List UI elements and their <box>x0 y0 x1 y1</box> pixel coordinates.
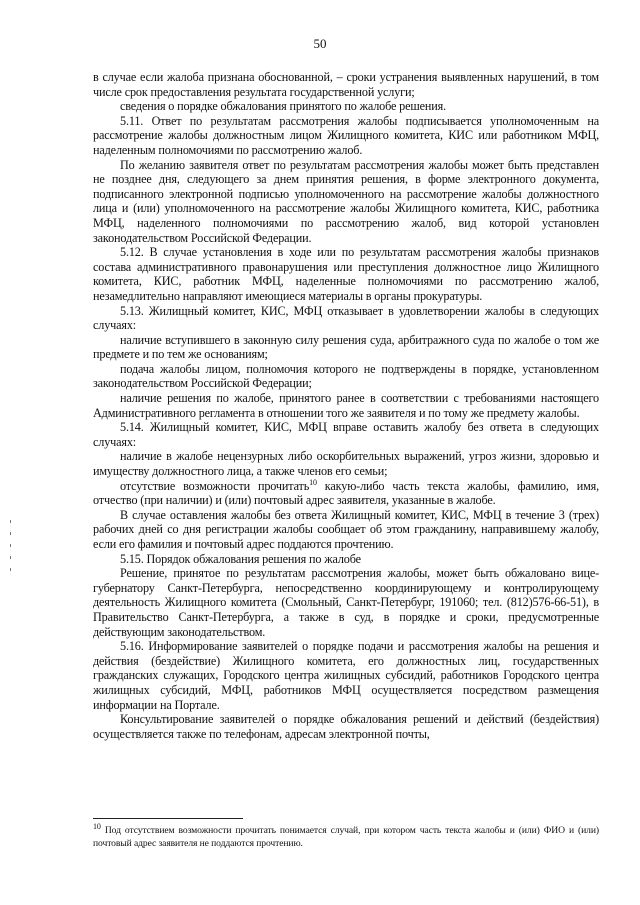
paragraph-5-12: 5.12. В случае установления в ходе или по результатам рассмотрения жалобы признаков состава административного правонарушения или преступления должностное лицо Жилищного комитета, КИС, работник МФЦ, наделенные полномочиями по рассмотрению жалоб, незамедлительно направляют имеющиеся материалы в органы прокуратуры. <box>93 245 599 303</box>
paragraph-5-16: 5.16. Информирование заявителей о порядке подачи и рассмотрения жалобы на решения и действия (бездействие) Жилищного комитета, его должностных лиц, государственных гражданских служащих, Городского центра жилищных субсидий, работников Городского центра жилищных субсидий, МФЦ, работников МФЦ осуществляется посредством размещения информации на Портале. <box>93 639 599 712</box>
page-number: 50 <box>313 36 327 51</box>
footnote <box>93 821 599 850</box>
paragraph-previous-decision: наличие решения по жалобе, принятого ранее в соответствии с требованиями настоящего Административного регламента в отношении того же заявителя и по тому же предмету жалобы. <box>93 391 599 420</box>
footnote-reference[interactable]: 10 <box>309 477 317 487</box>
paragraph-appeal-order-info: сведения о порядке обжалования принятого по жалобе решения. <box>120 99 446 114</box>
scan-mark <box>10 532 11 535</box>
scan-mark <box>10 556 11 559</box>
paragraph-unconfirmed-authority: подача жалобы лицом, полномочия которого не подтверждены в порядке, установленном законодательством Российской Федерации; <box>93 361 599 391</box>
paragraph-5-13: 5.13. Жилищный комитет, КИС, МФЦ отказывает в удовлетворении жалобы в следующих случаях: <box>93 303 599 333</box>
footnote-text: Под отсутствием возможности прочитать понимается случай, при котором часть текста жалобы и (или) ФИО и (или) почтовый адрес заявителя не поддаются прочтению. <box>93 825 599 849</box>
scan-mark <box>10 520 11 523</box>
scan-mark <box>10 568 11 571</box>
paragraph-5-15-heading: 5.15. Порядок обжалования решения по жалобе <box>120 551 361 566</box>
scan-margin-marks <box>8 520 14 600</box>
footnote-number: 10 <box>93 821 101 831</box>
paragraph-electronic-answer: По желанию заявителя ответ по результатам рассмотрения жалобы может быть представлен не позднее дня, следующего за днем принятия решения, в форме электронного документа, подписанного электронной подписью уполномоченного на рассмотрение жалобы должностного лица и (или) уполномоченного на рассмотрение жалобы Жилищного комитета, КИС, работника МФЦ, наделенного полномочиями по рассмотрению жалоб, вид которой установлен законодательством Российской Федерации. <box>93 157 599 245</box>
paragraph-decision-appeal: Решение, принятое по результатам рассмотрения жалобы, может быть обжаловано вице-губернатору Санкт-Петербурга, непосредственно координирующему и контролирующему деятельность Жилищного комитета (Смольный, Санкт-Петербург, 191060; тел. (812)576-66-51), в Правительство Санкт-Петербурга, а также в суд, в порядке и сроки, предусмотренные действующим законодательством. <box>93 566 599 639</box>
paragraph-5-14: 5.14. Жилищный комитет, КИС, МФЦ вправе оставить жалобу без ответа в следующих случаях: <box>93 420 599 449</box>
paragraph-5-11: 5.11. Ответ по результатам рассмотрения жалобы подписывается уполномоченным на рассмотрение жалобы должностным лицом Жилищного комитета, КИС или работником МФЦ, наделенным полномочиями по рассмотрению жалоб. <box>93 113 599 157</box>
footnote-divider <box>93 818 243 819</box>
paragraph-consultation: Консультирование заявителей о порядке обжалования решений и действий (бездействия) осуществляется также по телефонам, адресам электронной почты, <box>93 712 599 741</box>
unreadable-text-end: какую-либо часть текста жалобы, фамилию, имя, отчество (при наличии) и (или) почтовый адрес заявителя, указанные в жалобе. <box>93 478 599 508</box>
unreadable-text-start: отсутствие возможности прочитать <box>120 478 310 493</box>
document-body <box>93 70 599 741</box>
paragraph-grounds-continuation: в случае если жалоба признана обоснованной, – сроки устранения выявленных нарушений, в том числе срок предоставления результата государственной услуги; <box>93 70 599 99</box>
paragraph-unreadable-text <box>93 479 599 508</box>
footnote-text-block <box>93 821 599 850</box>
scan-mark <box>10 544 11 547</box>
paragraph-court-decision: наличие вступившего в законную силу решения суда, арбитражного суда по жалобе о том же предмете и по тем же основаниям; <box>93 332 599 362</box>
paragraph-offensive-language: наличие в жалобе нецензурных либо оскорбительных выражений, угроз жизни, здоровью и имуществу должностного лица, а также членов его семьи; <box>93 449 599 479</box>
paragraph-no-answer-notice: В случае оставления жалобы без ответа Жилищный комитет, КИС, МФЦ в течение 3 (трех) рабочих дней со дня регистрации жалобы сообщает об этом гражданину, направившему жалобу, если его фамилия и почтовый адрес поддаются прочтению. <box>93 507 599 551</box>
